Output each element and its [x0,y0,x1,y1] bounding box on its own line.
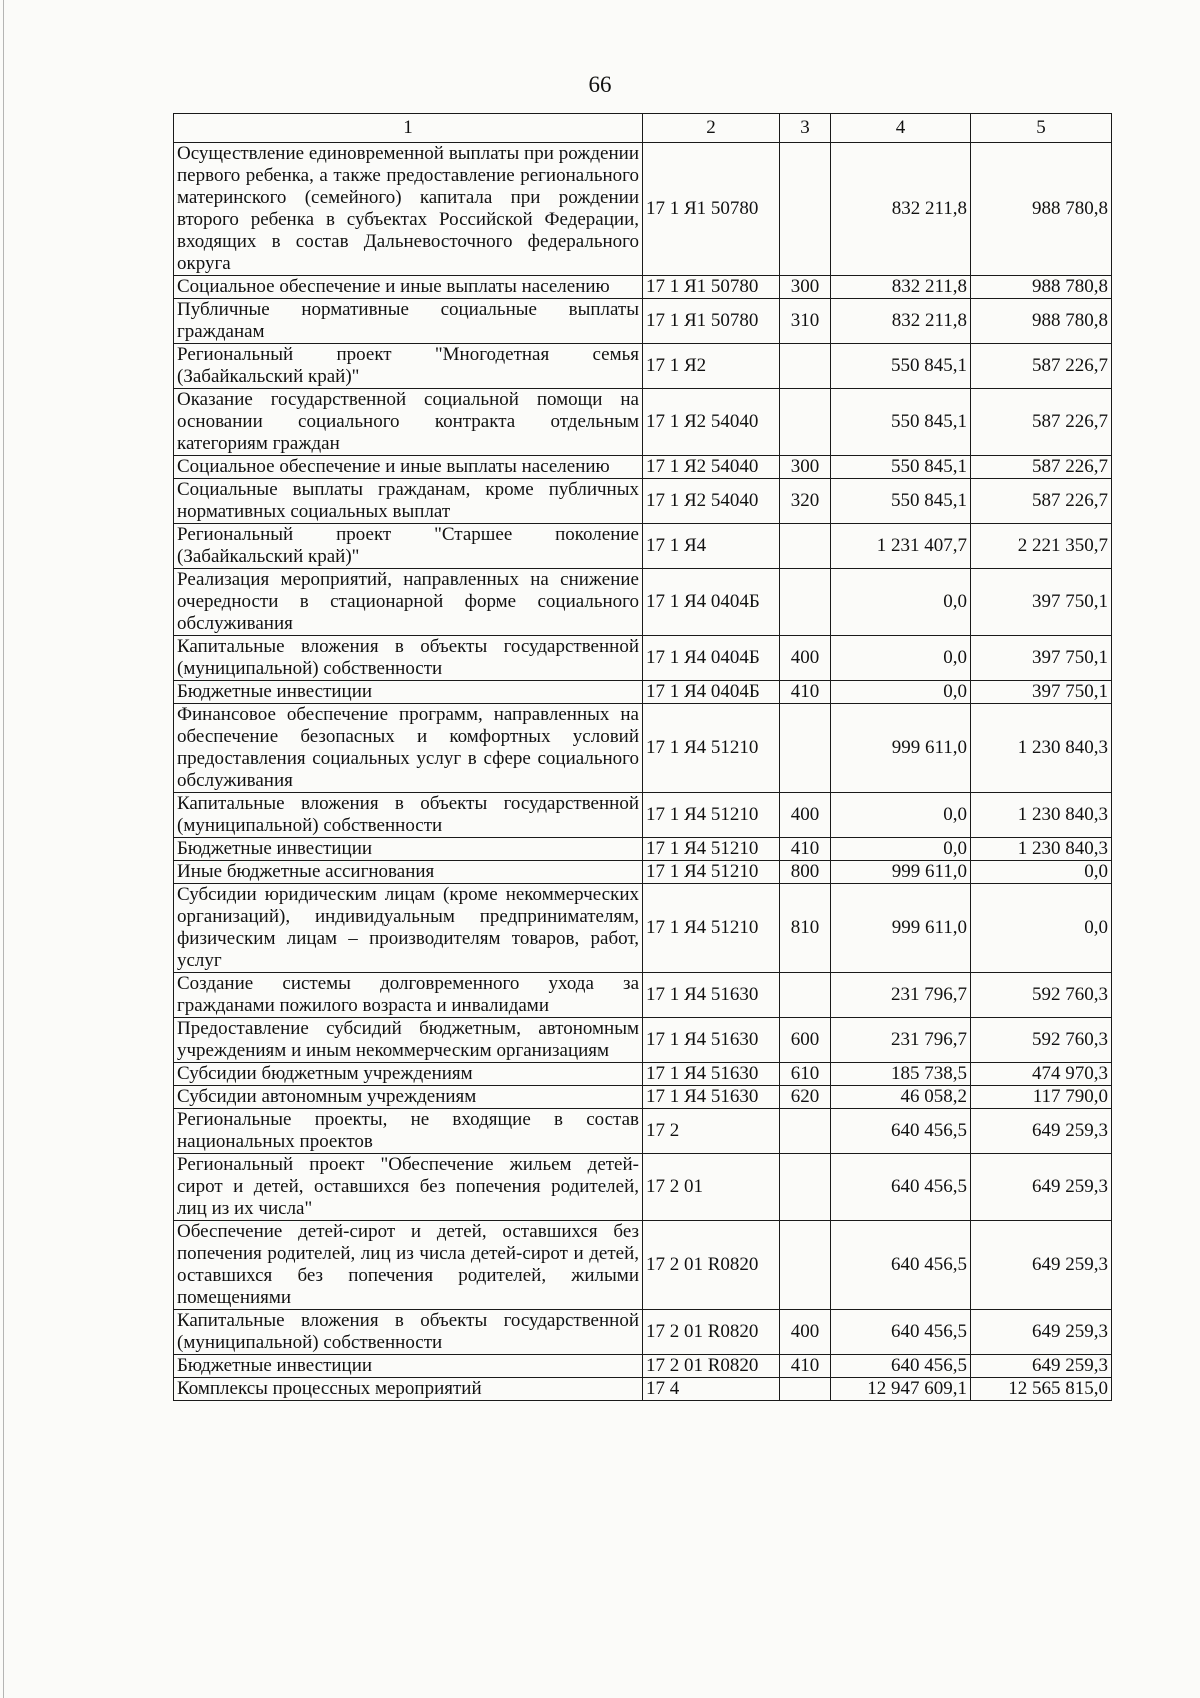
row-expense-type-cell [780,569,831,636]
row-code-cell: 17 1 Я2 54040 [643,389,780,456]
row-name-cell: Предоставление субсидий бюджетным, автономным учреждениям и иным некоммерческим организациям [174,1018,643,1063]
row-amount-col4-cell: 640 456,5 [831,1355,971,1378]
row-expense-type-cell [780,1378,831,1401]
row-expense-type-cell [780,1221,831,1310]
row-expense-type-cell: 620 [780,1086,831,1109]
row-amount-col5-cell: 649 259,3 [971,1109,1112,1154]
row-name-cell: Региональный проект "Обеспечение жильем детей-сирот и детей, оставшихся без попечения родителей, лиц из их числа" [174,1154,643,1221]
row-name-cell: Бюджетные инвестиции [174,838,643,861]
row-amount-col4-cell: 640 456,5 [831,1154,971,1221]
table-row [174,681,1112,704]
row-amount-col4-cell: 0,0 [831,793,971,838]
row-name-cell: Комплексы процессных мероприятий [174,1378,643,1401]
row-name-cell: Субсидии автономным учреждениям [174,1086,643,1109]
row-amount-col5-cell: 592 760,3 [971,973,1112,1018]
column-header: 4 [831,114,971,143]
row-amount-col4-cell: 550 845,1 [831,344,971,389]
row-amount-col5-cell: 587 226,7 [971,456,1112,479]
row-expense-type-cell: 310 [780,299,831,344]
row-amount-col5-cell: 474 970,3 [971,1063,1112,1086]
table-row [174,276,1112,299]
row-expense-type-cell [780,143,831,276]
row-name-cell: Субсидии юридическим лицам (кроме некоммерческих организаций), индивидуальным предпринимателям, физическим лицам – производителям товаров, работ, услуг [174,884,643,973]
table-row [174,973,1112,1018]
row-code-cell: 17 1 Я4 51210 [643,884,780,973]
row-expense-type-cell [780,344,831,389]
row-amount-col4-cell: 12 947 609,1 [831,1378,971,1401]
row-amount-col5-cell: 649 259,3 [971,1154,1112,1221]
row-code-cell: 17 1 Я4 0404Б [643,681,780,704]
row-expense-type-cell: 300 [780,456,831,479]
row-amount-col4-cell: 832 211,8 [831,299,971,344]
table-row [174,704,1112,793]
table-row [174,1355,1112,1378]
row-amount-col4-cell: 550 845,1 [831,479,971,524]
table-row [174,1154,1112,1221]
scan-border-line [3,0,4,1698]
row-amount-col4-cell: 46 058,2 [831,1086,971,1109]
row-amount-col5-cell: 0,0 [971,884,1112,973]
row-amount-col4-cell: 832 211,8 [831,143,971,276]
row-code-cell: 17 4 [643,1378,780,1401]
row-name-cell: Социальное обеспечение и иные выплаты населению [174,456,643,479]
row-name-cell: Обеспечение детей-сирот и детей, оставшихся без попечения родителей, лиц из числа детей-сирот и детей, оставшихся без попечения родителей, жилыми помещениями [174,1221,643,1310]
row-expense-type-cell [780,1109,831,1154]
row-code-cell: 17 1 Я2 54040 [643,479,780,524]
row-amount-col4-cell: 0,0 [831,681,971,704]
row-amount-col5-cell: 117 790,0 [971,1086,1112,1109]
row-code-cell: 17 2 01 R0820 [643,1221,780,1310]
row-amount-col5-cell: 12 565 815,0 [971,1378,1112,1401]
row-name-cell: Финансовое обеспечение программ, направленных на обеспечение безопасных и комфортных условий предоставления социальных услуг в сфере социального обслуживания [174,704,643,793]
row-code-cell: 17 1 Я4 51210 [643,793,780,838]
row-expense-type-cell [780,1154,831,1221]
row-code-cell: 17 2 01 [643,1154,780,1221]
row-amount-col4-cell: 640 456,5 [831,1109,971,1154]
row-amount-col5-cell: 1 230 840,3 [971,704,1112,793]
table-row [174,1109,1112,1154]
column-header: 5 [971,114,1112,143]
row-name-cell: Бюджетные инвестиции [174,1355,643,1378]
table-row [174,389,1112,456]
row-expense-type-cell: 410 [780,681,831,704]
row-expense-type-cell: 410 [780,838,831,861]
row-amount-col5-cell: 649 259,3 [971,1355,1112,1378]
column-header: 3 [780,114,831,143]
row-amount-col4-cell: 832 211,8 [831,276,971,299]
row-name-cell: Региональный проект "Старшее поколение (Забайкальский край)" [174,524,643,569]
row-code-cell: 17 1 Я4 [643,524,780,569]
row-code-cell: 17 2 [643,1109,780,1154]
row-code-cell: 17 1 Я4 51210 [643,704,780,793]
row-amount-col4-cell: 999 611,0 [831,704,971,793]
row-expense-type-cell [780,704,831,793]
row-code-cell: 17 1 Я2 [643,344,780,389]
row-name-cell: Оказание государственной социальной помощи на основании социального контракта отдельным категориям граждан [174,389,643,456]
row-code-cell: 17 1 Я4 51210 [643,861,780,884]
table-row [174,299,1112,344]
table-row [174,344,1112,389]
row-name-cell: Публичные нормативные социальные выплаты гражданам [174,299,643,344]
table-row [174,456,1112,479]
row-amount-col4-cell: 185 738,5 [831,1063,971,1086]
row-amount-col4-cell: 0,0 [831,838,971,861]
row-code-cell: 17 1 Я1 50780 [643,299,780,344]
row-expense-type-cell [780,973,831,1018]
row-amount-col5-cell: 1 230 840,3 [971,793,1112,838]
row-amount-col5-cell: 649 259,3 [971,1221,1112,1310]
row-amount-col4-cell: 550 845,1 [831,389,971,456]
table-row [174,569,1112,636]
table-row [174,793,1112,838]
row-code-cell: 17 1 Я4 0404Б [643,569,780,636]
row-name-cell: Социальное обеспечение и иные выплаты населению [174,276,643,299]
row-name-cell: Социальные выплаты гражданам, кроме публичных нормативных социальных выплат [174,479,643,524]
row-code-cell: 17 1 Я4 51630 [643,1063,780,1086]
table-row [174,838,1112,861]
row-amount-col5-cell: 988 780,8 [971,276,1112,299]
row-name-cell: Капитальные вложения в объекты государственной (муниципальной) собственности [174,793,643,838]
row-code-cell: 17 1 Я4 51210 [643,838,780,861]
row-amount-col4-cell: 999 611,0 [831,884,971,973]
row-amount-col5-cell: 587 226,7 [971,389,1112,456]
column-header: 2 [643,114,780,143]
row-amount-col4-cell: 550 845,1 [831,456,971,479]
row-amount-col4-cell: 231 796,7 [831,1018,971,1063]
row-amount-col4-cell: 1 231 407,7 [831,524,971,569]
row-expense-type-cell [780,524,831,569]
table-row [174,143,1112,276]
row-amount-col5-cell: 988 780,8 [971,143,1112,276]
row-name-cell: Региональный проект "Многодетная семья (Забайкальский край)" [174,344,643,389]
row-expense-type-cell: 400 [780,1310,831,1355]
row-code-cell: 17 1 Я1 50780 [643,276,780,299]
table-row [174,479,1112,524]
row-name-cell: Капитальные вложения в объекты государственной (муниципальной) собственности [174,636,643,681]
table-body [174,143,1112,1401]
row-code-cell: 17 1 Я4 51630 [643,973,780,1018]
row-expense-type-cell: 300 [780,276,831,299]
row-amount-col4-cell: 0,0 [831,636,971,681]
row-expense-type-cell: 320 [780,479,831,524]
row-code-cell: 17 2 01 R0820 [643,1310,780,1355]
row-amount-col5-cell: 0,0 [971,861,1112,884]
table-row [174,861,1112,884]
row-amount-col5-cell: 397 750,1 [971,569,1112,636]
table-header-row [174,114,1112,143]
row-expense-type-cell: 600 [780,1018,831,1063]
row-expense-type-cell: 800 [780,861,831,884]
row-name-cell: Осуществление единовременной выплаты при рождении первого ребенка, а также предоставление регионального материнского (семейного) капитала при рождении второго ребенка в субъектах Российской Федерации, входящих в состав Дальневосточного федерального округа [174,143,643,276]
row-amount-col5-cell: 587 226,7 [971,479,1112,524]
table-row [174,1018,1112,1063]
row-amount-col5-cell: 2 221 350,7 [971,524,1112,569]
row-amount-col5-cell: 1 230 840,3 [971,838,1112,861]
row-name-cell: Иные бюджетные ассигнования [174,861,643,884]
row-amount-col4-cell: 231 796,7 [831,973,971,1018]
table-row [174,1378,1112,1401]
row-amount-col4-cell: 640 456,5 [831,1310,971,1355]
table-row [174,1063,1112,1086]
row-name-cell: Создание системы долговременного ухода за гражданами пожилого возраста и инвалидами [174,973,643,1018]
row-code-cell: 17 1 Я1 50780 [643,143,780,276]
row-expense-type-cell: 610 [780,1063,831,1086]
row-name-cell: Региональные проекты, не входящие в состав национальных проектов [174,1109,643,1154]
row-code-cell: 17 1 Я4 51630 [643,1086,780,1109]
row-amount-col5-cell: 649 259,3 [971,1310,1112,1355]
page-number: 66 [588,72,612,97]
row-expense-type-cell: 400 [780,793,831,838]
row-amount-col4-cell: 999 611,0 [831,861,971,884]
table-row [174,884,1112,973]
row-name-cell: Капитальные вложения в объекты государственной (муниципальной) собственности [174,1310,643,1355]
row-expense-type-cell: 810 [780,884,831,973]
row-code-cell: 17 2 01 R0820 [643,1355,780,1378]
row-code-cell: 17 1 Я4 51630 [643,1018,780,1063]
row-amount-col5-cell: 397 750,1 [971,681,1112,704]
row-name-cell: Субсидии бюджетным учреждениям [174,1063,643,1086]
row-name-cell: Реализация мероприятий, направленных на снижение очередности в стационарной форме социального обслуживания [174,569,643,636]
row-amount-col5-cell: 587 226,7 [971,344,1112,389]
row-amount-col5-cell: 397 750,1 [971,636,1112,681]
row-expense-type-cell [780,389,831,456]
row-name-cell: Бюджетные инвестиции [174,681,643,704]
row-amount-col4-cell: 640 456,5 [831,1221,971,1310]
row-expense-type-cell: 400 [780,636,831,681]
row-code-cell: 17 1 Я2 54040 [643,456,780,479]
table-row [174,1310,1112,1355]
column-header: 1 [174,114,643,143]
row-amount-col5-cell: 988 780,8 [971,299,1112,344]
budget-table [173,113,1112,1401]
table-row [174,1086,1112,1109]
table-row [174,524,1112,569]
table-row [174,636,1112,681]
row-amount-col4-cell: 0,0 [831,569,971,636]
table-row [174,1221,1112,1310]
row-amount-col5-cell: 592 760,3 [971,1018,1112,1063]
row-expense-type-cell: 410 [780,1355,831,1378]
row-code-cell: 17 1 Я4 0404Б [643,636,780,681]
